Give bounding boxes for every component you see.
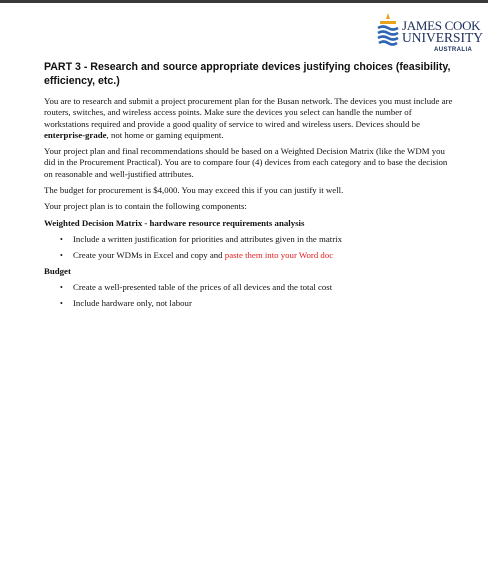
jcu-logo bbox=[376, 11, 488, 57]
list-item bbox=[44, 234, 454, 245]
red-text: paste them into your Word doc bbox=[224, 249, 334, 260]
budget-section-title: Budget bbox=[44, 265, 71, 276]
list-item bbox=[44, 250, 454, 261]
budget-list bbox=[44, 282, 454, 309]
list-item bbox=[44, 282, 454, 293]
wdm-section-title: Weighted Decision Matrix - hardware resource requirements analysis bbox=[44, 217, 305, 228]
paragraph-budget: The budget for procurement is $4,000. You may exceed this if you can justify it well. bbox=[44, 185, 344, 196]
logo-line-3: AUSTRALIA bbox=[434, 47, 473, 53]
wdm-list bbox=[44, 234, 454, 261]
top-border bbox=[0, 0, 488, 3]
intro-text-end: , not home or gaming equipment. bbox=[106, 129, 224, 140]
bullet-icon: • bbox=[60, 282, 63, 292]
list-item-text: Create a well-presented table of the prices of all devices and the total cost bbox=[73, 281, 333, 292]
logo-line-2: UNIVERSITY bbox=[402, 30, 483, 45]
list-item-text: Create your WDMs in Excel and copy and bbox=[73, 249, 225, 260]
paragraph-wdm: Your project plan and final recommendations should be based on a Weighted Decision Matrix (like the WDM you did in the Procurement Practical). You are to compare four (4) devices from each category and to base the decision on reasonable and well-justified attributes. bbox=[44, 146, 448, 179]
list-item-text: Include hardware only, not labour bbox=[73, 297, 192, 308]
intro-text: You are to research and submit a project procurement plan for the Busan network. The devices you must include are routers, switches, and wireless access points. Make sure the devices you select can handle the number of workstations required and provide a good quality of service to wired and wireless users. Devices should be bbox=[44, 96, 453, 129]
logo-line-1: JAMES COOK bbox=[402, 18, 481, 33]
part-heading: PART 3 - Research and source appropriate devices justifying choices (feasibility, efficiency, etc.) bbox=[44, 61, 451, 87]
jcu-emblem-icon bbox=[376, 11, 400, 51]
list-item-text: Include a written justification for priorities and attributes given in the matrix bbox=[73, 233, 342, 244]
intro-bold: enterprise-grade bbox=[44, 129, 107, 140]
document-body bbox=[44, 60, 454, 314]
bullet-icon: • bbox=[60, 250, 63, 260]
paragraph-components: Your project plan is to contain the following components: bbox=[44, 201, 247, 212]
bullet-icon: • bbox=[60, 298, 63, 308]
bullet-icon: • bbox=[60, 234, 63, 244]
paragraph-intro bbox=[44, 96, 454, 141]
list-item bbox=[44, 298, 454, 309]
